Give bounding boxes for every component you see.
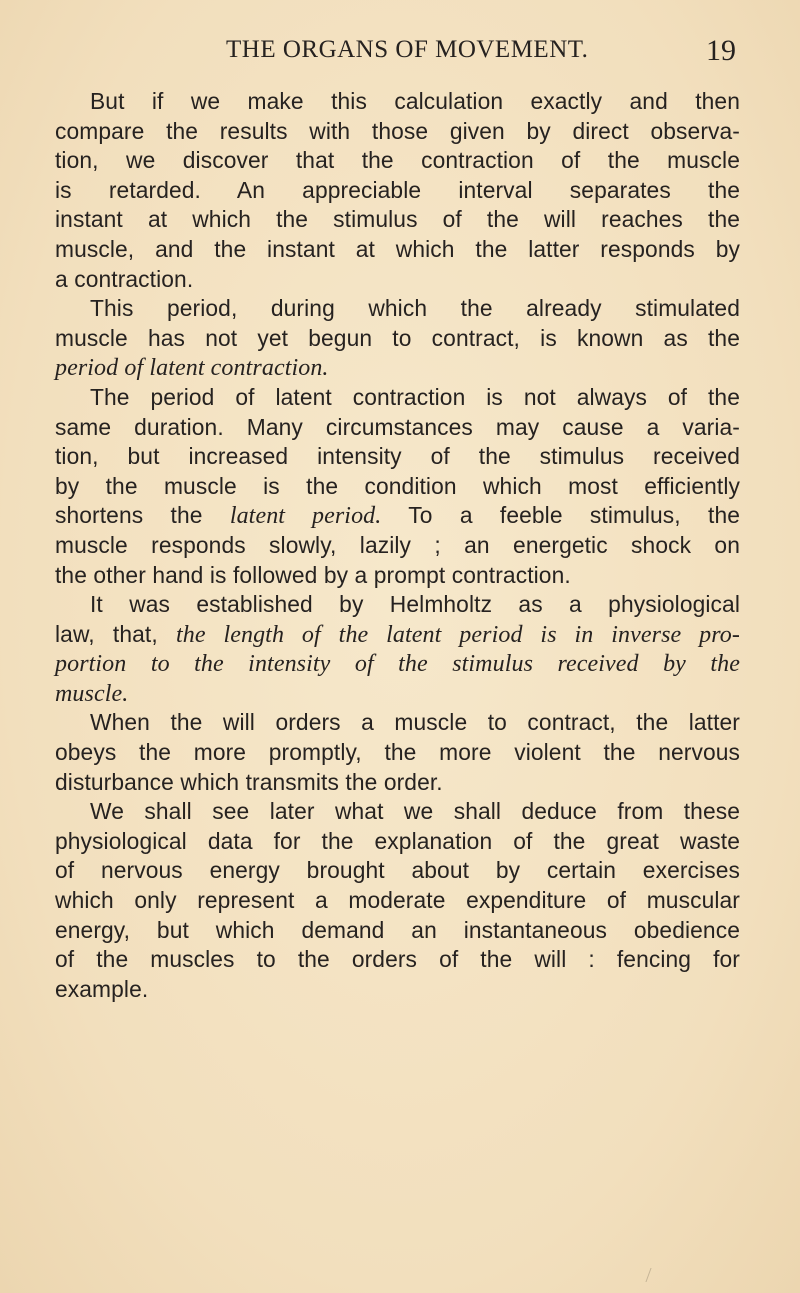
text-line-content: muscle has not yet begun to contract, is known as the: [55, 324, 740, 351]
text-line: [55, 87, 740, 117]
text-line: [55, 413, 740, 443]
text-line-content: physiological data for the explanation of the great waste: [55, 827, 740, 854]
text-line-content: tion, but increased intensity of the stimulus received: [55, 443, 740, 470]
text-line-content: shortens the: [55, 502, 203, 529]
text-line-content: compare the results with those given by direct observa-: [55, 117, 740, 144]
italic-phrase: the length of the latent period is in inverse pro-: [175, 621, 740, 648]
text-line: [55, 117, 740, 147]
text-line: [55, 827, 740, 857]
running-head: [226, 34, 736, 70]
text-line-content: same duration. Many circumstances may cause a varia-: [55, 413, 740, 440]
text-line: [55, 353, 740, 383]
text-line-content: muscle responds slowly, lazily ; an energetic shock on: [55, 531, 740, 558]
stray-mark: [645, 1268, 657, 1282]
text-line: [55, 768, 740, 798]
text-line-content: by the muscle is the condition which most efficiently: [55, 472, 740, 499]
text-line: [55, 620, 740, 650]
text-line: [55, 797, 740, 827]
text-line: [55, 235, 740, 265]
text-line: [55, 146, 740, 176]
text-line-content: of the muscles to the orders of the will : fencing for: [55, 946, 740, 973]
text-line: [55, 856, 740, 886]
text-line-content: This period, during which the already stimulated: [90, 295, 740, 322]
text-line: [55, 501, 740, 531]
body-text: [55, 87, 740, 1004]
text-line-content: of nervous energy brought about by certain exercises: [55, 857, 740, 884]
text-line: [55, 472, 740, 502]
text-line-content: portion to the intensity of the stimulus received by the: [55, 651, 740, 678]
text-line: [55, 176, 740, 206]
text-line-content: the other hand is followed by a prompt contraction.: [55, 561, 571, 588]
text-line-tail: To a feeble stimulus, the: [381, 502, 741, 529]
text-line-content: example.: [55, 975, 149, 1002]
page-number: 19: [706, 34, 736, 67]
text-line: [55, 590, 740, 620]
text-line: [55, 324, 740, 354]
text-line-content: When the will orders a muscle to contract, the latter: [90, 709, 740, 736]
text-line-content: The period of latent contraction is not always of the: [90, 383, 740, 410]
italic-phrase: latent period.: [229, 503, 382, 530]
text-line-content: disturbance which transmits the order.: [55, 768, 443, 795]
text-line: [55, 916, 740, 946]
text-line-content: muscle.: [55, 680, 129, 707]
text-line-content: law, that,: [55, 620, 158, 647]
text-line: [55, 708, 740, 738]
running-title: THE ORGANS OF MOVEMENT.: [226, 36, 589, 63]
text-line: [55, 265, 740, 295]
text-line: [55, 679, 740, 709]
text-line-content: energy, but which demand an instantaneous obedience: [55, 916, 740, 943]
text-line: [55, 383, 740, 413]
text-line-content: tion, we discover that the contraction of the muscle: [55, 147, 740, 174]
text-line-content: is retarded. An appreciable interval separates the: [55, 176, 740, 203]
text-line: [55, 294, 740, 324]
text-line-content: But if we make this calculation exactly and then: [90, 88, 740, 114]
text-line: [55, 205, 740, 235]
text-line: [55, 886, 740, 916]
text-line-content: period of latent contraction.: [55, 355, 329, 382]
text-line-content: a contraction.: [55, 265, 194, 292]
text-line-content: We shall see later what we shall deduce from these: [90, 798, 740, 825]
text-line: [55, 531, 740, 561]
text-line: [55, 649, 740, 679]
text-line: [55, 561, 740, 591]
text-line-content: obeys the more promptly, the more violent the nervous: [55, 739, 740, 766]
text-line: [55, 442, 740, 472]
text-line-content: muscle, and the instant at which the latter responds by: [55, 235, 740, 262]
text-line: [55, 975, 740, 1005]
text-line-content: which only represent a moderate expenditure of muscular: [55, 887, 740, 914]
text-line: [55, 945, 740, 975]
text-line-content: It was established by Helmholtz as a physiological: [90, 591, 740, 618]
text-line-content: instant at which the stimulus of the will reaches the: [55, 206, 740, 233]
text-line: [55, 738, 740, 768]
